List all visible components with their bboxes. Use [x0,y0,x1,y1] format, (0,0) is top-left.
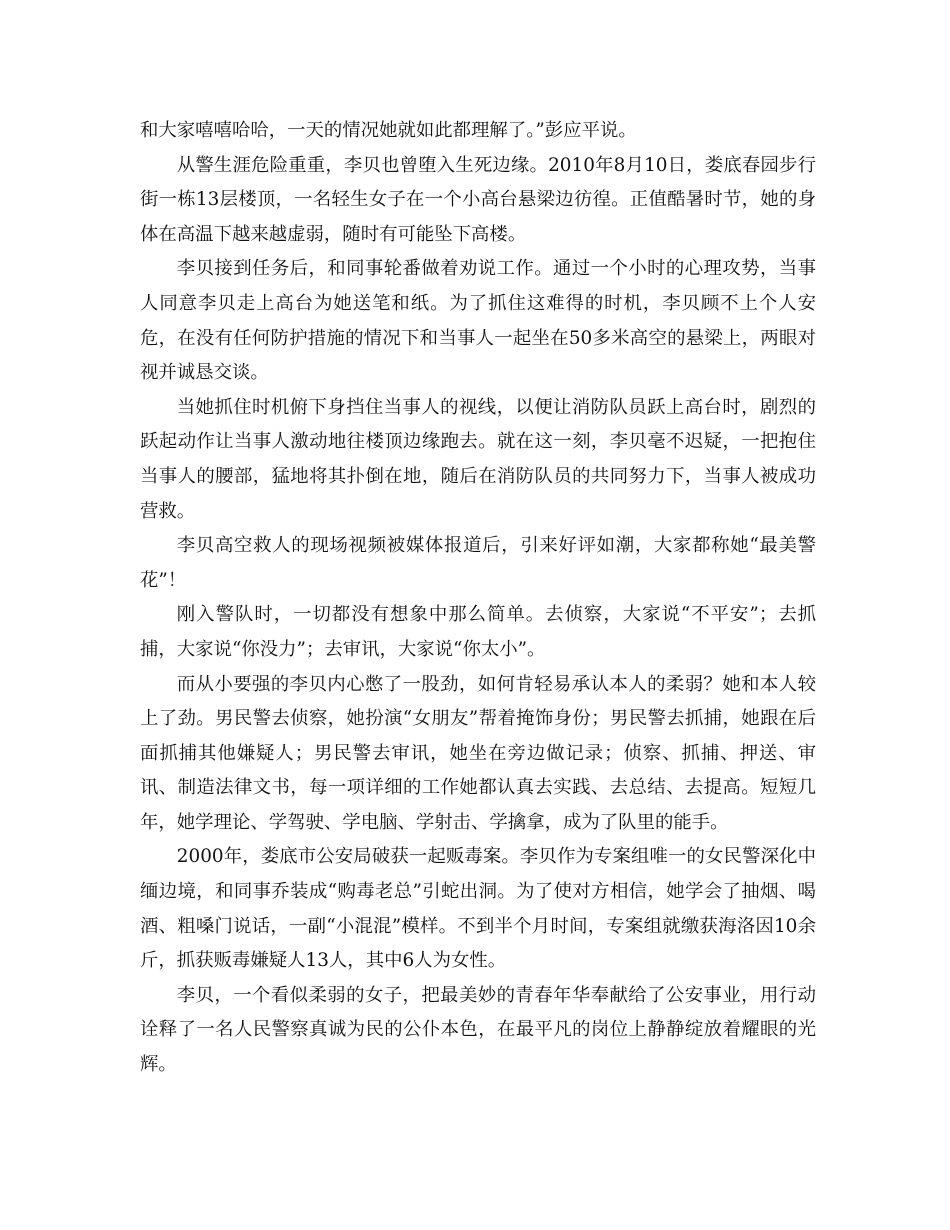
paragraph-2: 从警生涯危险重重，李贝也曾堕入生死边缘。2010年8月10日，娄底春园步行街一栋13层楼顶，一名轻生女子在一个小高台悬梁边彷徨。正值酷暑时节，她的身体在高温下越来越虚弱，随时有可能坠下高楼。 [140,154,816,245]
paragraph-3: 李贝接到任务后，和同事轮番做着劝说工作。通过一个小时的心理攻势，当事人同意李贝走上高台为她送笔和纸。为了抓住这难得的时机，李贝顾不上个人安危，在没有任何防护措施的情况下和当事人一起坐在50多米高空的悬梁上，两眼对视并诚恳交谈。 [140,258,816,384]
paragraph-1: 和大家嘻嘻哈哈，一天的情况她就如此都理解了。”彭应平说。 [140,120,637,141]
paragraph-4: 当她抓住时机俯下身挡住当事人的视线，以便让消防队员跃上高台时，剧烈的跃起动作让当事人激动地往楼顶边缘跑去。就在这一刻，李贝毫不迟疑，一把抱住当事人的腰部，猛地将其扑倒在地，随后在消防队员的共同努力下，当事人被成功营救。 [140,396,816,522]
paragraph-5: 李贝高空救人的现场视频被媒体报道后，引来好评如潮，大家都称她“最美警花”！ [140,535,816,591]
paragraph-7: 而从小要强的李贝内心憋了一股劲，如何肯轻易承认本人的柔弱？她和本人较上了劲。男民警去侦察，她扮演“女朋友”帮着掩饰身份；男民警去抓捕，她跟在后面抓捕其他嫌疑人；男民警去审讯，她坐在旁边做记录；侦察、抓捕、押送、审讯、制造法律文书，每一项详细的工作她都认真去实践、去总结、去提高。短短几年，她学理论、学驾驶、学电脑、学射击、学擒拿，成为了队里的能手。 [140,673,816,833]
paragraph-9: 李贝，一个看似柔弱的女子，把最美妙的青春年华奉献给了公安事业，用行动诠释了一名人民警察真诚为民的公仆本色，在最平凡的岗位上静静绽放着耀眼的光辉。 [140,984,816,1076]
paragraph-8: 2000年，娄底市公安局破获一起贩毒案。李贝作为专案组唯一的女民警深化中缅边境，和同事乔装成“购毒老总”引蛇出洞。为了使对方相信，她学会了抽烟、喝酒、粗嗓门说话，一副“小混混”模样。不到半个月时间，专案组就缴获海洛因10余斤，抓获贩毒嫌疑人13人，其中6人为女性。 [140,846,816,972]
paragraph-6: 刚入警队时，一切都没有想象中那么简单。去侦察，大家说“不平安”；去抓捕，大家说“你没力”；去审讯，大家说“你太小”。 [140,604,816,660]
article-body [140,114,816,1083]
